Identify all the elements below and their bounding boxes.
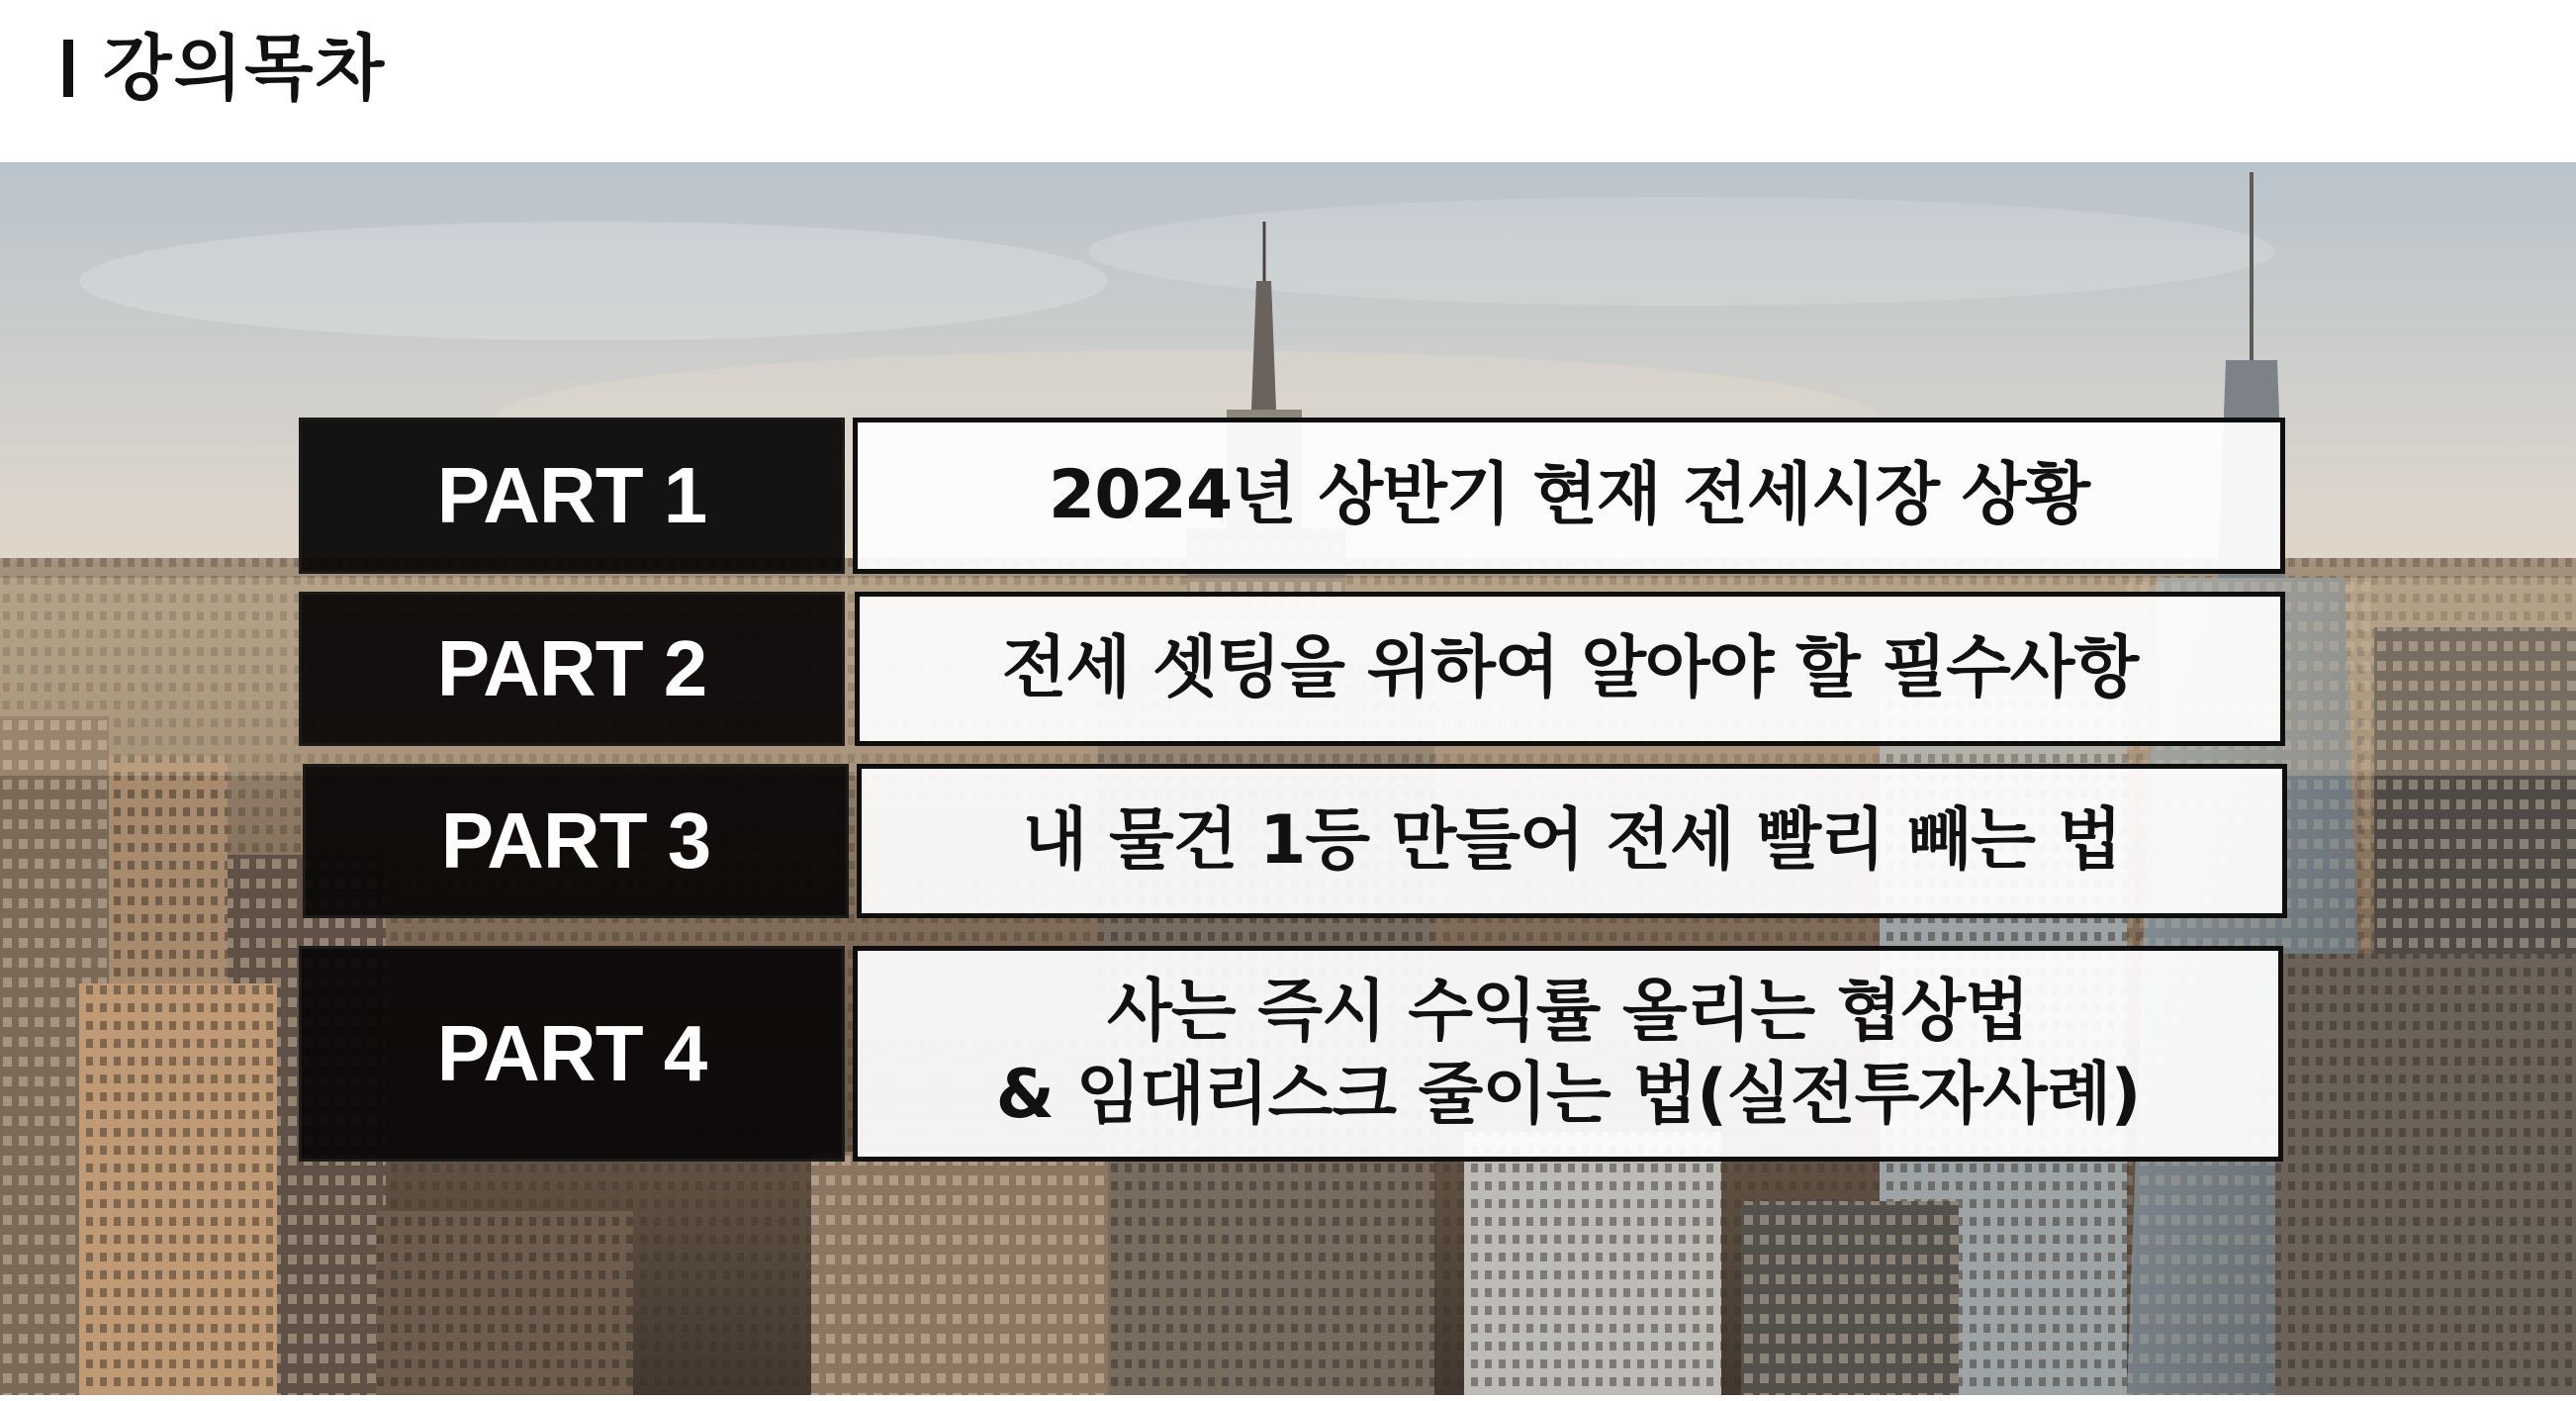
part-1-topic — [853, 418, 2285, 574]
part-4-topic — [853, 946, 2283, 1162]
page-title: 강의목차 — [103, 27, 387, 110]
header — [0, 0, 2576, 162]
part-2-label: PART 2 — [299, 592, 845, 746]
part-3-label: PART 3 — [303, 764, 849, 918]
part-4-topic-line-1: 사는 즉시 수익률 올리는 협상법 — [1107, 973, 2029, 1051]
title-accent-bar — [63, 40, 73, 97]
part-1-label: PART 1 — [299, 418, 845, 574]
part-2-topic — [855, 592, 2285, 746]
part-3-topic-line: 내 물건 1등 만들어 전세 빨리 빼는 법 — [1022, 801, 2122, 880]
part-2-topic-line: 전세 셋팅을 위하여 알아야 할 필수사항 — [1001, 629, 2139, 707]
part-4-label: PART 4 — [299, 946, 845, 1162]
part-1-topic-line: 2024년 상반기 현재 전세시장 상황 — [1048, 456, 2090, 534]
part-4-topic-line-2: & 임대리스크 줄이는 법(실전투자사례) — [995, 1056, 2141, 1134]
part-3-topic — [857, 764, 2287, 918]
